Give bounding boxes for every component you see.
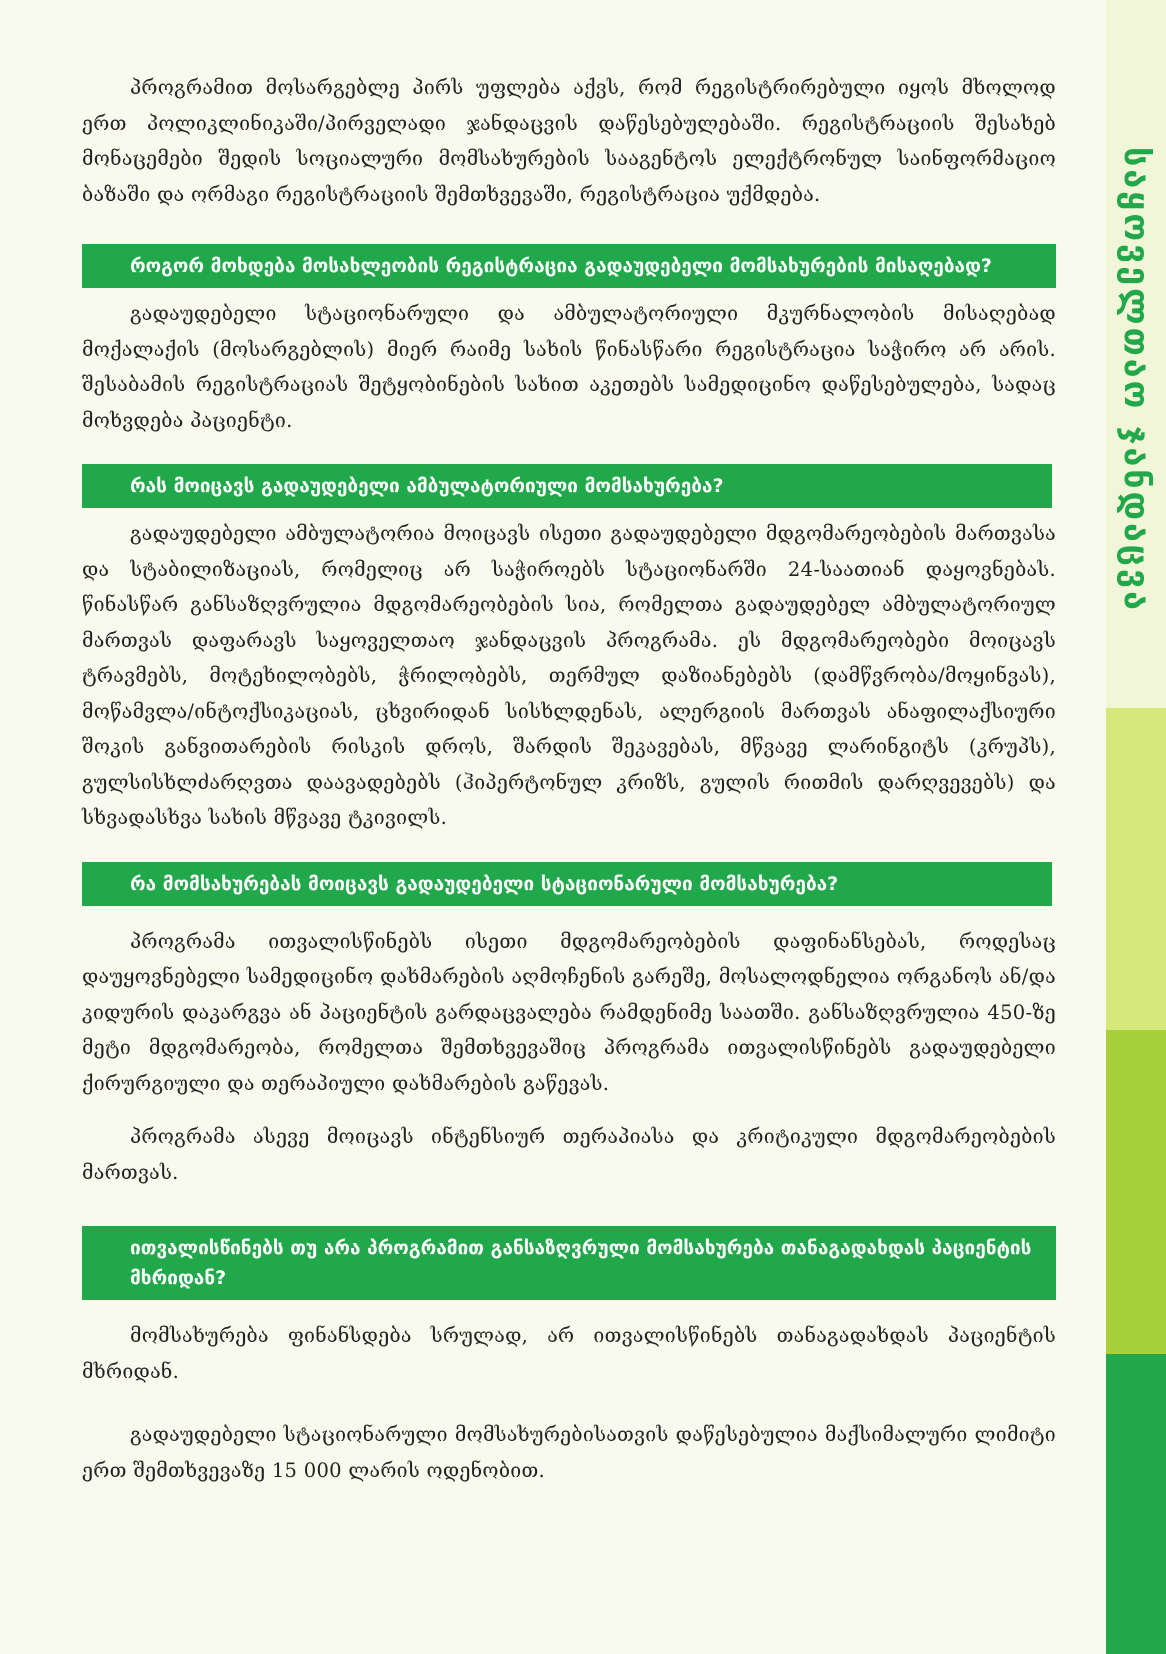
section-ambulatory-paragraph: გადაუდებელი ამბულატორია მოიცავს ისეთი გადაუდებელი მდგომარეობების მართვასა და სტაბილიზაციას, რომელიც არ საჭიროებს სტაციონარში 24-საათიან დაყოვნებას. წინასწარ განსაზღვრულია მდგომარეობების სია, რომელთა გადაუდებელ ამბულატორიულ მართვას დაფარავს საყოველთაო ჯანდაცვის პროგრამა. ეს მდგომარეობები მოიცავს ტრავმებს, მოტეხილობებს, ჭრილობებს, თერმულ დაზიანებებს (დამწვრობა/მოყინვას), მოწამვლა/ინტოქსიკაციას, ცხვირიდან სისხლდენას, ალერგიის მართვას ანაფილაქსიური შოკის განვითარების რისკის დროს, შარდის შეკავებას, მწვავე ლარინგიტს (კრუპს), გულსისხლძარღვთა დაავადებებს (ჰიპერტონულ კრიზს, გულის რითმის დარღვევებს) და სხვადასხვა სახის მწვავე ტკივილს. [82, 522, 1056, 829]
sidebar-band [1106, 0, 1166, 1654]
section-inpatient-paragraph-2: პროგრამა ასევე მოიცავს ინტენსიურ თერაპიასა და კრიტიკული მდგომარეობების მართვას. [82, 1125, 1056, 1184]
sidebar-title: საყოველთაო ჯანდაცვა [1116, 147, 1156, 613]
intro-paragraph: პროგრამით მოსარგებლე პირს უფლება აქვს, რომ რეგისტრირებული იყოს მხოლოდ ერთ პოლიკლინიკაში/პირველადი ჯანდაცვის დაწესებულებაში. რეგისტრაციის შესახებ მონაცემები შედის სოციალური მომსახურების სააგენტოს ელექტრონულ საინფორმაციო ბაზაში და ორმაგი რეგისტრაციის შემთხვევაში, რეგისტრაცია უქმდება. [82, 76, 1056, 206]
sidebar-segment-2 [1106, 708, 1166, 1030]
section-heading-registration: როგორ მოხდება მოსახლეობის რეგისტრაცია გადაუდებელი მომსახურების მისაღებად? [82, 244, 1056, 288]
section-copayment-paragraph-2: გადაუდებელი სტაციონარული მომსახურებისათვის დაწესებულია მაქსიმალური ლიმიტი ერთ შემთხვევაზე 15 000 ლარის ოდენობით. [82, 1423, 1056, 1482]
section-heading-copayment: ითვალისწინებს თუ არა პროგრამით განსაზღვრული მომსახურება თანაგადახდას პაციენტის მხრიდან? [82, 1226, 1056, 1300]
sidebar-segment-3 [1106, 1030, 1166, 1354]
section-heading-ambulatory: რას მოიცავს გადაუდებელი ამბულატორიული მომსახურება? [82, 464, 1052, 508]
sidebar-segment-4 [1106, 1354, 1166, 1654]
page-content [82, 70, 1056, 1488]
section-heading-inpatient: რა მომსახურებას მოიცავს გადაუდებელი სტაციონარული მომსახურება? [82, 862, 1052, 906]
section-copayment-paragraph-1: მომსახურება ფინანსდება სრულად, არ ითვალისწინებს თანაგადახდას პაციენტის მხრიდან. [82, 1324, 1056, 1383]
section-inpatient-paragraph-1: პროგრამა ითვალისწინებს ისეთი მდგომარეობების დაფინანსებას, როდესაც დაუყოვნებელი სამედიცინო დახმარების აღმოჩენის გარეშე, მოსალოდნელია ორგანოს ან/და კიდურის დაკარგვა ან პაციენტის გარდაცვალება რამდენიმე საათში. განსაზღვრულია 450-ზე მეტი მდგომარეობა, რომელთა შემთხვევაშიც პროგრამა ითვალისწინებს გადაუდებელი ქირურგიული და თერაპიული დახმარების გაწევას. [82, 929, 1056, 1095]
section-registration-paragraph: გადაუდებელი სტაციონარული და ამბულატორიული მკურნალობის მისაღებად მოქალაქის (მოსარგებლის) მიერ რაიმე სახის წინასწარი რეგისტრაცია საჭირო არ არის. შესაბამის რეგისტრაციას შეტყობინების სახით აკეთებს სამედიცინო დაწესებულება, სადაც მოხვდება პაციენტი. [82, 302, 1056, 432]
